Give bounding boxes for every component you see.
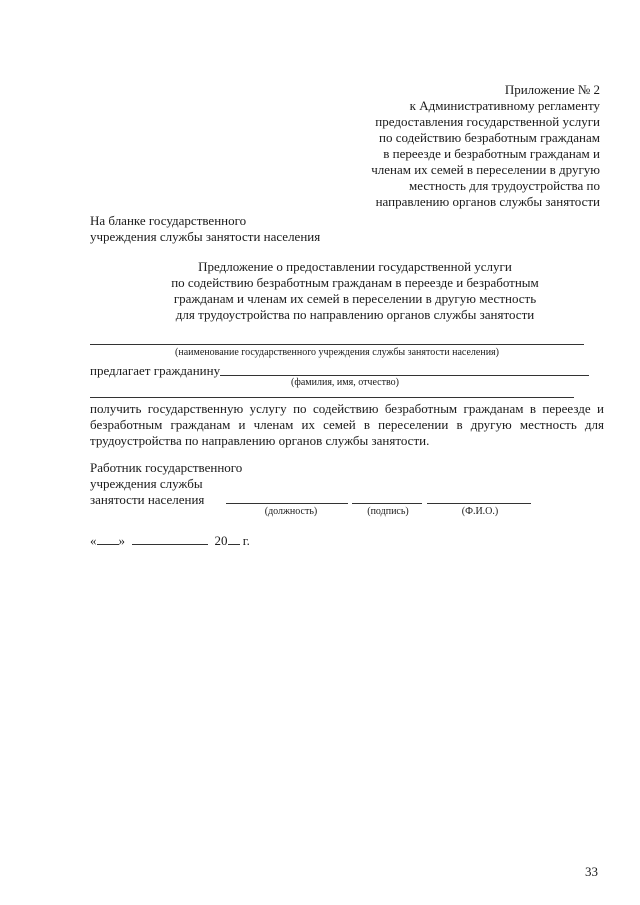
appendix-line: направлению органов службы занятости — [375, 194, 600, 209]
letterhead-note — [90, 213, 320, 245]
worker-label — [90, 460, 242, 508]
signature-field[interactable] — [352, 503, 422, 504]
position-field[interactable] — [226, 503, 348, 504]
institution-caption: (наименование государственного учреждения службы занятости населения) — [175, 347, 499, 358]
date-close-quote: » — [118, 533, 125, 548]
appendix-line: в переезде и безработным гражданам и — [383, 146, 600, 161]
citizen-name-caption: (фамилия, имя, отчество) — [291, 377, 399, 388]
worker-label-line: Работник государственного — [90, 460, 243, 475]
institution-name-field[interactable] — [90, 344, 584, 345]
worker-label-line: учреждения службы — [90, 476, 203, 491]
fio-caption: (Ф.И.О.) — [461, 506, 499, 517]
title-line: гражданам и членам их семей в переселении в другую местность — [173, 291, 537, 306]
document-title — [140, 259, 570, 323]
appendix-line: предоставления государственной услуги — [375, 114, 600, 129]
citizen-name-field[interactable] — [220, 375, 589, 376]
worker-label-line: занятости населения — [90, 492, 205, 507]
appendix-line: к Административному регламенту — [409, 98, 600, 113]
citizen-name-continuation-field[interactable] — [90, 397, 574, 398]
year-suffix: г. — [242, 533, 250, 548]
appendix-line: местность для трудоустройства по — [409, 178, 600, 193]
title-line: для трудоустройства по направлению органов службы занятости — [175, 307, 535, 322]
appendix-line: членам их семей в переселении в другую — [371, 162, 600, 177]
date-line — [90, 533, 250, 549]
fio-field[interactable] — [427, 503, 531, 504]
offer-body-text: получить государственную услугу по содействию безработным гражданам в переезде и безработным гражданам и членам их семей в переселении в другую местность для трудоустройства по направлению органов службы занятости. — [90, 401, 604, 448]
appendix-line: Приложение № 2 — [504, 82, 600, 97]
signature-caption: (подпись) — [367, 506, 409, 517]
date-open-quote: « — [90, 533, 97, 548]
year-prefix: 20 — [214, 533, 228, 548]
title-line: Предложение о предоставлении государственной услуги — [198, 259, 512, 274]
position-caption: (должность) — [264, 506, 318, 517]
appendix-line: по содействию безработным гражданам — [379, 130, 600, 145]
letterhead-note-line: учреждения службы занятости населения — [90, 229, 321, 244]
appendix-header — [300, 82, 600, 210]
day-field[interactable] — [97, 533, 119, 545]
offers-label: предлагает гражданину — [90, 363, 221, 378]
year-field[interactable] — [228, 533, 240, 545]
letterhead-note-line: На бланке государственного — [90, 213, 247, 228]
title-line: по содействию безработным гражданам в переезде и безработным — [171, 275, 539, 290]
month-field[interactable] — [132, 533, 208, 545]
page-number: 33 — [585, 864, 598, 879]
